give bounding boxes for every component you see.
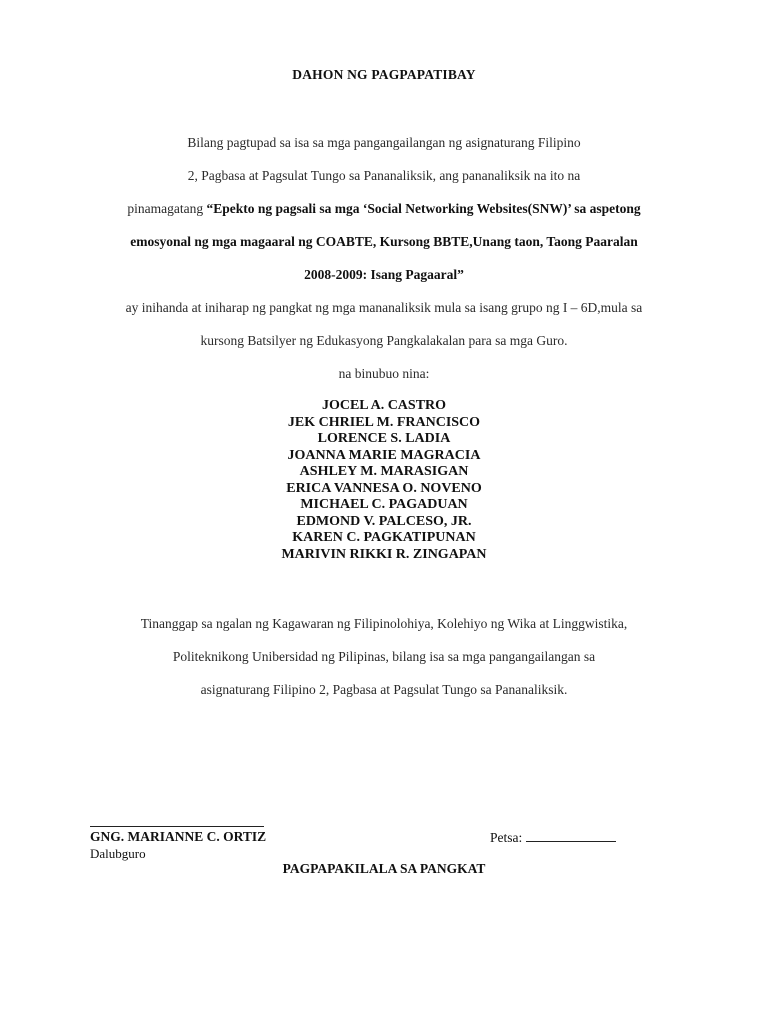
page-title: DAHON NG PAGPAPATIBAY — [292, 67, 476, 82]
research-title-part-3: 2008-2009: Isang Pagaaral” — [304, 267, 464, 282]
member-name: ASHLEY M. MARASIGAN — [299, 464, 469, 479]
date-label: Petsa: — [490, 830, 523, 845]
member-name: KAREN C. PAGKATIPUNAN — [292, 530, 476, 545]
member-name: EDMOND V. PALCESO, JR. — [296, 513, 472, 529]
member-name: ERICA VANNESA O. NOVENO — [286, 480, 482, 496]
date-field — [490, 829, 616, 846]
next-section-title: PAGPAPAKILALA SA PANGKAT — [282, 861, 486, 876]
adviser-role: Dalubguro — [90, 846, 146, 861]
intro-line-3 — [0, 201, 768, 217]
acceptance-line-1: Tinanggap sa ngalan ng Kagawaran ng Filipinolohiya, Kolehiyo ng Wika at Linggwistika, — [140, 616, 628, 631]
member-name: MICHAEL C. PAGADUAN — [300, 497, 468, 512]
intro-line-8: na binubuo nina: — [338, 366, 430, 381]
member-name: LORENCE S. LADIA — [317, 431, 451, 446]
member-list — [0, 398, 768, 563]
intro-line-3-prefix: pinamagatang — [127, 201, 207, 216]
date-blank-line — [526, 829, 616, 842]
adviser-name: GNG. MARIANNE C. ORTIZ — [90, 829, 267, 844]
intro-line-2: 2, Pagbasa at Pagsulat Tungo sa Pananaliksik, ang pananaliksik na ito na — [187, 168, 581, 183]
member-name: JOANNA MARIE MAGRACIA — [287, 447, 481, 463]
research-title-part-1: “Epekto ng pagsali sa mga ‘Social Networking Websites(SNW)’ sa aspetong — [206, 201, 641, 216]
member-name: MARIVIN RIKKI R. ZINGAPAN — [281, 546, 487, 562]
intro-line-1: Bilang pagtupad sa isa sa mga pangangailangan ng asignaturang Filipino — [187, 135, 581, 150]
intro-line-6: ay inihanda at iniharap ng pangkat ng mga mananaliksik mula sa isang grupo ng I – 6D,mula sa — [125, 300, 643, 315]
member-name: JOCEL A. CASTRO — [321, 398, 447, 413]
acceptance-line-3: asignaturang Filipino 2, Pagbasa at Pagsulat Tungo sa Pananaliksik. — [200, 682, 568, 697]
signature-line — [90, 826, 264, 827]
member-name: JEK CHRIEL M. FRANCISCO — [287, 414, 481, 430]
acceptance-line-2: Politeknikong Unibersidad ng Pilipinas, bilang isa sa mga pangangailangan sa — [172, 649, 596, 664]
intro-line-7: kursong Batsilyer ng Edukasyong Pangkalakalan para sa mga Guro. — [200, 333, 568, 348]
research-title-part-2: emosyonal ng mga magaaral ng COABTE, Kursong BBTE,Unang taon, Taong Paaralan — [130, 234, 638, 249]
